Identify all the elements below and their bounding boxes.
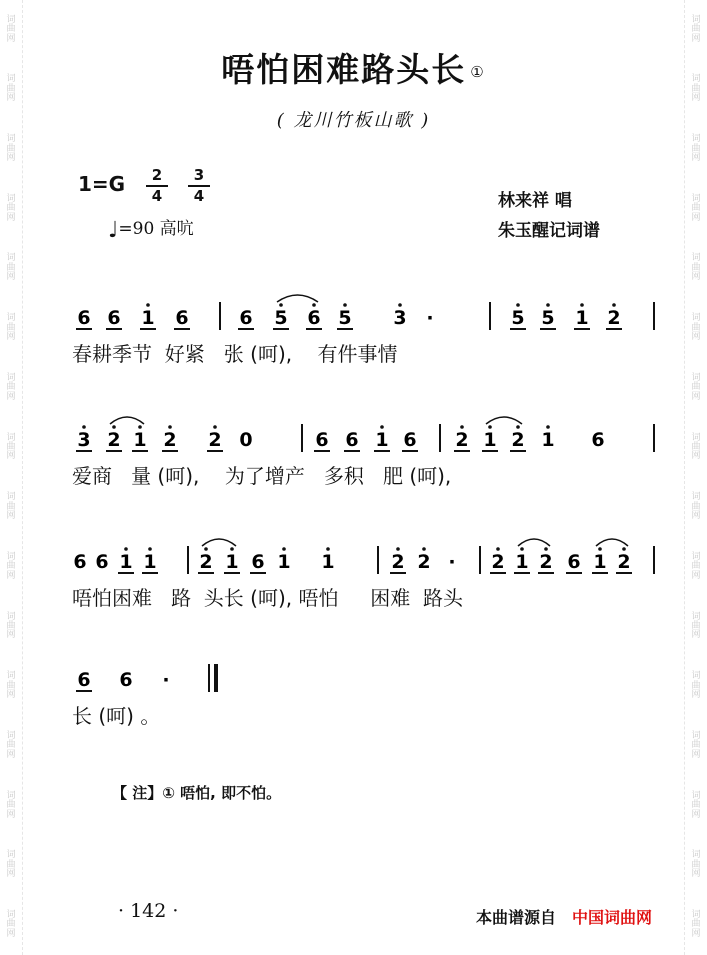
- note: 2: [539, 551, 553, 573]
- source-site-link[interactable]: 中国词曲网: [572, 908, 653, 927]
- slur: [596, 539, 628, 546]
- notator-credit: 朱玉醒记词谱: [498, 221, 600, 241]
- octave-dot: [312, 303, 316, 307]
- title-footnote-mark: ①: [470, 62, 486, 81]
- duration-dot: ·: [426, 307, 434, 329]
- note: 6: [239, 307, 253, 329]
- note: 1: [119, 551, 133, 573]
- watermark-mark: 词 曲 网: [691, 14, 701, 44]
- octave-dot: [230, 547, 234, 551]
- note: 5: [511, 307, 525, 329]
- note: 5: [541, 307, 555, 329]
- note: 2: [107, 429, 121, 451]
- note: 1: [483, 429, 497, 451]
- octave-dot: [598, 547, 602, 551]
- source-credit: [476, 905, 652, 928]
- note: 3: [77, 429, 91, 451]
- key-tonic: 1: [78, 172, 92, 196]
- octave-dot: [460, 425, 464, 429]
- duration-dot: ·: [162, 669, 170, 691]
- slur: [202, 539, 236, 546]
- watermark-mark: 词 曲 网: [6, 74, 16, 104]
- tempo-marking: [108, 214, 194, 243]
- lyrics-line-2: 爱商 量 (呵), 为了增产 多积 肥 (呵),: [72, 464, 452, 488]
- note: 2: [208, 429, 222, 451]
- watermark-mark: 词 曲 网: [691, 730, 701, 760]
- octave-dot: [146, 303, 150, 307]
- page-number: · 142 ·: [118, 900, 179, 922]
- watermark-mark: 词 曲 网: [6, 134, 16, 163]
- key-signature: [78, 172, 125, 196]
- octave-dot: [422, 547, 426, 551]
- slur: [277, 295, 318, 302]
- watermark-mark: 词 曲 网: [691, 74, 701, 104]
- footnote: 【 注】① 唔怕, 即不怕。: [112, 784, 282, 802]
- octave-dot: [326, 547, 330, 551]
- watermark-mark: 词 曲 网: [691, 134, 701, 163]
- octave-dot: [546, 303, 550, 307]
- octave-dot: [138, 425, 142, 429]
- note: 2: [617, 551, 631, 573]
- note: 1: [225, 551, 239, 573]
- octave-dot: [112, 425, 116, 429]
- octave-dot: [520, 547, 524, 551]
- octave-dot: [213, 425, 217, 429]
- watermark-mark: 词 曲 网: [6, 313, 16, 342]
- octave-dot: [398, 303, 402, 307]
- watermark-mark: 词 曲 网: [6, 850, 16, 880]
- lyrics-line-4: 长 (呵) 。: [72, 704, 161, 728]
- watermark-mark: 词 曲 网: [691, 611, 701, 641]
- watermark-mark: 词 曲 网: [6, 611, 16, 641]
- octave-dot: [396, 547, 400, 551]
- watermark-mark: 词 曲 网: [6, 193, 16, 223]
- source-text: 本曲谱源自: [476, 908, 557, 927]
- watermark-mark: 词 曲 网: [691, 492, 701, 522]
- octave-dot: [516, 303, 520, 307]
- octave-dot: [612, 303, 616, 307]
- note: 6: [107, 307, 121, 329]
- watermark-mark: 词 曲 网: [6, 730, 16, 760]
- note: 2: [491, 551, 505, 573]
- octave-dot: [380, 425, 384, 429]
- octave-dot: [82, 425, 86, 429]
- octave-dot: [343, 303, 347, 307]
- note: 2: [607, 307, 621, 329]
- watermark-mark: 词 曲 网: [6, 910, 16, 939]
- tempo-text: =90 高吭: [118, 219, 194, 239]
- note: 6: [345, 429, 359, 451]
- time-sig-2-bottom: 4: [193, 187, 205, 205]
- watermark-mark: 词 曲 网: [691, 432, 701, 462]
- watermark-mark: 词 曲 网: [691, 372, 701, 402]
- note: 1: [321, 551, 335, 573]
- octave-dot: [544, 547, 548, 551]
- note: 1: [593, 551, 607, 573]
- title-text: 唔怕困难路头长: [221, 50, 467, 89]
- watermark-mark: 词 曲 网: [6, 14, 16, 44]
- note: 1: [375, 429, 389, 451]
- lyrics-line-1: 春耕季节 好紧 张 (呵), 有件事情: [72, 342, 398, 366]
- song-title: [0, 44, 707, 91]
- quarter-note-icon: ♩: [108, 218, 119, 243]
- note: 5: [338, 307, 352, 329]
- octave-dot: [282, 547, 286, 551]
- watermark-mark: 词 曲 网: [691, 551, 701, 581]
- octave-dot: [148, 547, 152, 551]
- note: 6: [77, 307, 91, 329]
- octave-dot: [580, 303, 584, 307]
- watermark-mark: 词 曲 网: [6, 253, 16, 283]
- note: 6: [567, 551, 581, 573]
- slur: [518, 539, 550, 546]
- duration-dot: ·: [448, 551, 456, 573]
- note: 2: [511, 429, 525, 451]
- octave-dot: [496, 547, 500, 551]
- time-sig-1-top: 2: [146, 168, 168, 187]
- time-sig-2-top: 3: [188, 168, 210, 187]
- note: 1: [133, 429, 147, 451]
- note: 3: [393, 307, 407, 329]
- watermark-mark: 词 曲 网: [6, 551, 16, 581]
- note: 6: [307, 307, 321, 329]
- time-signature-1: [146, 168, 168, 204]
- watermark-mark: 词 曲 网: [691, 253, 701, 283]
- octave-dot: [516, 425, 520, 429]
- watermark-mark: 词 曲 网: [691, 193, 701, 223]
- watermark-mark: 词 曲 网: [6, 790, 16, 820]
- note: 6: [77, 669, 91, 691]
- singer-credit: 林来祥 唱: [498, 191, 572, 211]
- watermark-mark: 词 曲 网: [691, 313, 701, 342]
- watermark-mark: 词 曲 网: [6, 432, 16, 462]
- octave-dot: [488, 425, 492, 429]
- slur: [486, 417, 522, 424]
- note: 1: [277, 551, 291, 573]
- note: 6: [119, 669, 133, 691]
- watermark-mark: 词 曲 网: [691, 910, 701, 939]
- note: 2: [199, 551, 213, 573]
- note: 1: [515, 551, 529, 573]
- octave-dot: [204, 547, 208, 551]
- octave-dot: [622, 547, 626, 551]
- octave-dot: [279, 303, 283, 307]
- note: 6: [95, 551, 109, 573]
- note: 2: [163, 429, 177, 451]
- note: 1: [143, 551, 157, 573]
- watermark-mark: 词 曲 网: [6, 671, 16, 701]
- note: 2: [417, 551, 431, 573]
- note: 6: [73, 551, 87, 573]
- note: 6: [591, 429, 605, 451]
- octave-dot: [546, 425, 550, 429]
- note: 1: [575, 307, 589, 329]
- watermark-mark: 词 曲 网: [6, 492, 16, 522]
- note: 6: [403, 429, 417, 451]
- note: 6: [315, 429, 329, 451]
- note: 5: [274, 307, 288, 329]
- key-text: =G: [91, 172, 126, 196]
- note: 6: [175, 307, 189, 329]
- watermark-mark: 词 曲 网: [691, 850, 701, 880]
- note: 6: [251, 551, 265, 573]
- lyrics-line-3: 唔怕困难 路 头长 (呵), 唔怕 困难 路头: [72, 586, 463, 610]
- note: 1: [541, 429, 555, 451]
- note: 0: [239, 429, 253, 451]
- time-sig-1-bottom: 4: [151, 187, 163, 205]
- time-signature-2: [188, 168, 210, 204]
- octave-dot: [168, 425, 172, 429]
- slur: [110, 417, 144, 424]
- watermark-mark: 词 曲 网: [6, 372, 16, 402]
- song-subtitle: ( 龙川竹板山歌 ): [276, 110, 431, 131]
- watermark-mark: 词 曲 网: [691, 671, 701, 701]
- watermark-mark: 词 曲 网: [691, 790, 701, 820]
- note: 2: [391, 551, 405, 573]
- note: 2: [455, 429, 469, 451]
- note: 1: [141, 307, 155, 329]
- octave-dot: [124, 547, 128, 551]
